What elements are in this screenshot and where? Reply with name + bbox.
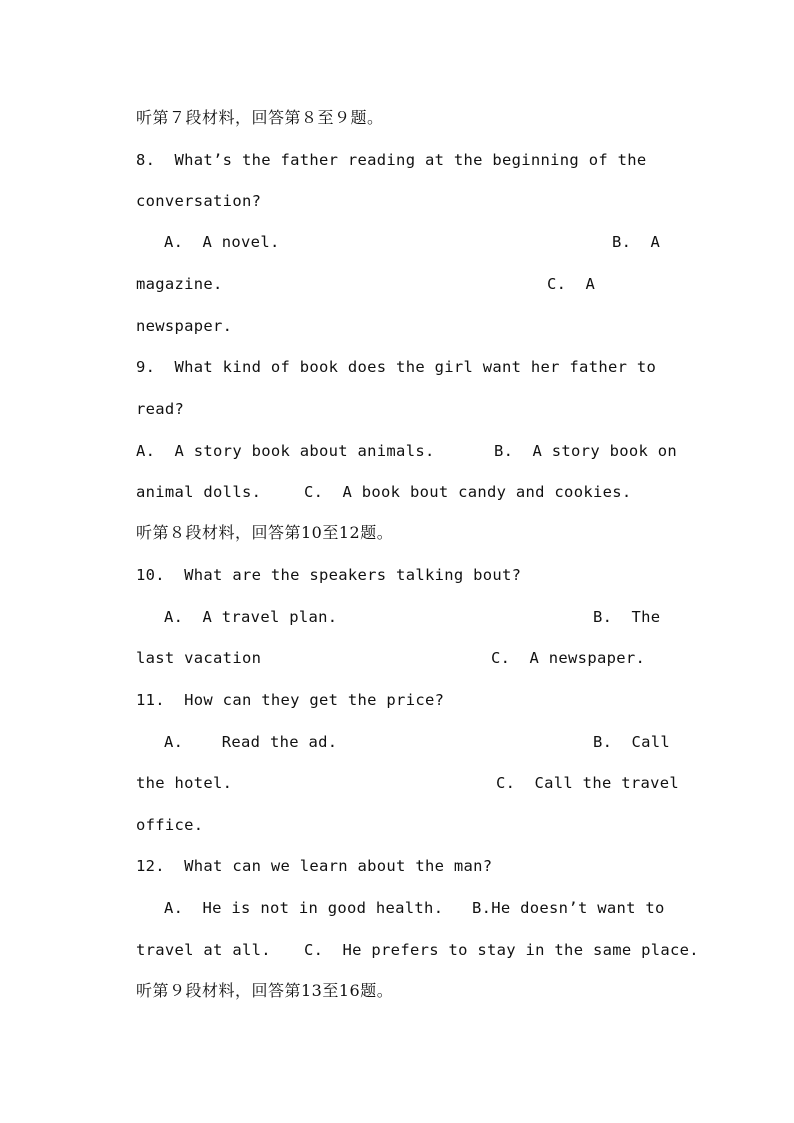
q9-option-a: A. A story book about animals. — [136, 442, 435, 460]
q8-option-b-end: magazine. — [136, 275, 223, 293]
q10-stem: 10. What are the speakers talking bout? — [136, 566, 522, 584]
q8-stem-line2: conversation? — [136, 192, 262, 210]
q11-option-b-start: B. Call — [593, 733, 671, 751]
q9-option-b-start: B. A story book on — [494, 442, 678, 460]
q8-option-c-start: C. A — [547, 275, 596, 293]
q9-stem-line1: 9. What kind of book does the girl want her father to — [136, 358, 657, 376]
q12-stem: 12. What can we learn about the man? — [136, 857, 493, 875]
q10-option-b-end: last vacation — [136, 649, 262, 667]
q12-option-b-end: travel at all. — [136, 941, 271, 959]
section-8-header: 听第８段材料，回答第10至12题。 — [136, 523, 394, 542]
q12-option-a: A. He is not in good health. — [164, 899, 444, 917]
q12-option-c: C. He prefers to stay in the same place. — [304, 941, 699, 959]
q11-option-c-end: office. — [136, 816, 204, 834]
q11-stem: 11. How can they get the price? — [136, 691, 445, 709]
q8-option-c-end: newspaper. — [136, 317, 233, 335]
q10-option-a: A. A travel plan. — [164, 608, 338, 626]
q12-option-b-start: B.He doesn’t want to — [472, 899, 665, 917]
q8-stem-line1: 8. What’s the father reading at the beginning of the — [136, 151, 647, 169]
section-7-header: 听第７段材料，回答第８至９题。 — [136, 108, 384, 127]
q10-option-c: C. A newspaper. — [491, 649, 646, 667]
q8-option-b-start: B. A — [612, 233, 661, 251]
q9-option-c: C. A book bout candy and cookies. — [304, 483, 632, 501]
q11-option-c-start: C. Call the travel — [496, 774, 680, 792]
q11-option-a: A. Read the ad. — [164, 733, 338, 751]
q8-option-a: A. A novel. — [164, 233, 280, 251]
section-9-header: 听第９段材料，回答第13至16题。 — [136, 981, 394, 1000]
q11-option-b-end: the hotel. — [136, 774, 233, 792]
q10-option-b-start: B. The — [593, 608, 661, 626]
q9-stem-line2: read? — [136, 400, 185, 418]
q9-option-b-end: animal dolls. — [136, 483, 262, 501]
